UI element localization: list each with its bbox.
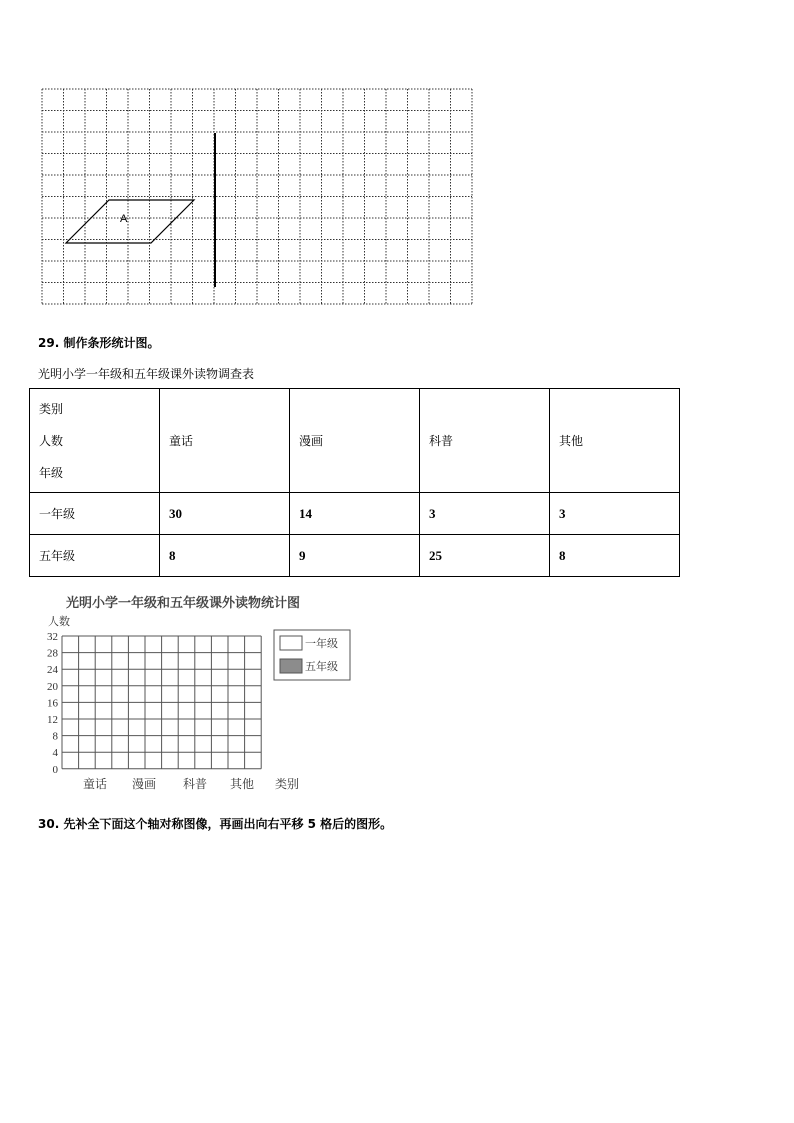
- legend-swatch-grade-5: [280, 659, 302, 673]
- column-header: 科普: [419, 389, 549, 493]
- legend-frame: [274, 630, 350, 680]
- y-tick-label: 32: [47, 631, 58, 643]
- x-category-label: 其他: [229, 777, 255, 791]
- y-tick-label: 16: [47, 697, 58, 710]
- header-count-label: 人数: [39, 433, 64, 448]
- column-header: 童话: [159, 389, 289, 493]
- legend-label-grade-5: 五年级: [305, 660, 338, 673]
- table-cell: 25: [419, 535, 549, 577]
- chart-legend: [274, 630, 350, 680]
- chart-title: 光明小学一年级和五年级课外读物统计图: [66, 596, 301, 611]
- question-number: 29.: [38, 336, 60, 350]
- table-row: [30, 535, 680, 577]
- table-cell: 3: [419, 493, 549, 535]
- question-number: 30.: [38, 817, 60, 831]
- table-title: 光明小学一年级和五年级课外读物调查表: [38, 367, 255, 381]
- y-axis-ticks: [47, 631, 59, 776]
- chart-grid: [62, 636, 261, 769]
- y-tick-label: 24: [47, 664, 58, 677]
- question-text: 先补全下面这个轴对称图像，再画出向右平移 5 格后的图形。: [63, 817, 393, 831]
- survey-table: [29, 388, 680, 577]
- legend-label-grade-1: 一年级: [305, 637, 338, 650]
- x-category-label: 漫画: [131, 777, 157, 791]
- question-29: [38, 334, 159, 351]
- column-header: 漫画: [289, 389, 419, 493]
- table-cell: 9: [289, 535, 419, 577]
- question-text: 制作条形统计图。: [63, 336, 160, 350]
- y-tick-label: 12: [47, 714, 58, 726]
- grid-figure: [0, 0, 794, 330]
- column-header: 其他: [549, 389, 679, 493]
- table-cell: 14: [289, 493, 419, 535]
- question-30: [38, 815, 392, 832]
- y-tick-label: 28: [47, 647, 58, 660]
- y-tick-label: 8: [52, 730, 58, 743]
- x-axis-categories: [83, 776, 254, 791]
- legend-swatch-grade-1: [280, 636, 302, 650]
- row-label: 五年级: [30, 535, 160, 577]
- x-axis-label: 类别: [275, 777, 300, 791]
- table-cell: 3: [549, 493, 679, 535]
- header-category-label: 类别: [39, 401, 64, 416]
- y-tick-label: 20: [47, 680, 58, 693]
- y-axis-label: 人数: [48, 615, 70, 628]
- row-label: 一年级: [30, 493, 160, 535]
- table-header-row: [30, 389, 680, 493]
- table-cell: 30: [159, 493, 289, 535]
- x-category-label: 童话: [82, 777, 108, 791]
- y-tick-label: 0: [52, 763, 58, 776]
- header-corner-cell: [30, 389, 160, 493]
- x-category-label: 科普: [182, 777, 208, 791]
- shape-label-a: A: [120, 213, 128, 225]
- y-tick-label: 4: [52, 747, 58, 760]
- table-row: [30, 493, 680, 535]
- table-cell: 8: [159, 535, 289, 577]
- table-cell: 8: [549, 535, 679, 577]
- header-grade-label: 年级: [39, 465, 64, 480]
- grid-lines: [42, 89, 472, 304]
